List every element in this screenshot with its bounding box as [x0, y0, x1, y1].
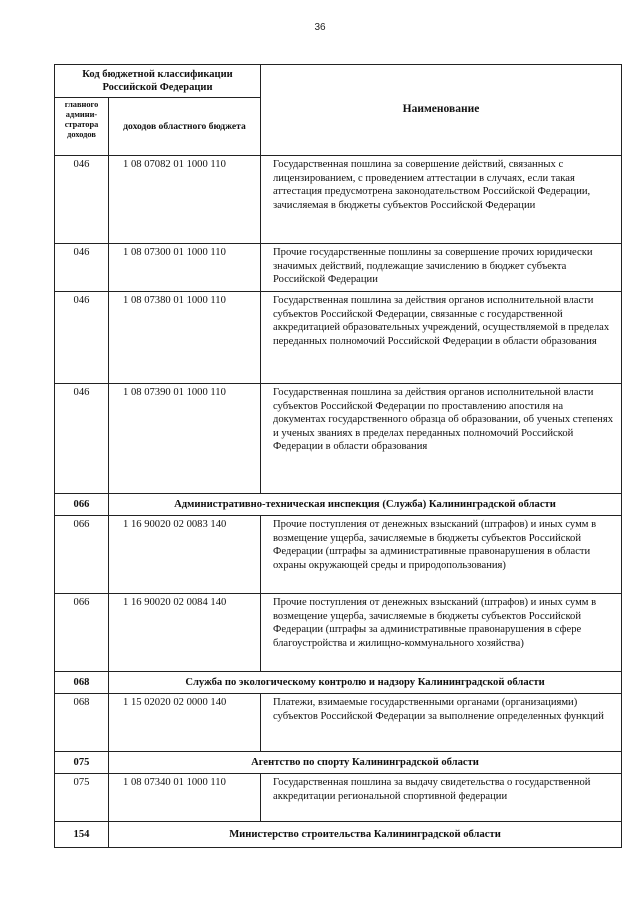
admin-code: 046 [55, 384, 109, 494]
group-row [55, 672, 622, 694]
table-row [55, 694, 622, 752]
group-code: 066 [55, 494, 109, 516]
name-column-header: Наименование [261, 65, 622, 156]
admin-code: 066 [55, 594, 109, 672]
group-row [55, 494, 622, 516]
income-code: 1 08 07390 01 1000 110 [109, 384, 261, 494]
income-name: Государственная пошлина за совершение действий, связанных с лицензированием, с проведением аттестации в случаях, если такая аттестация предусмотрена законодательством Российской Федерации, зачисляемая в бюджеты субъектов Российской Федерации [261, 156, 622, 244]
income-code: 1 16 90020 02 0084 140 [109, 594, 261, 672]
income-name: Государственная пошлина за действия органов исполнительной власти субъектов Российской Федерации, связанные с государственной аккредитацией образовательных учреждений, осуществляемой в пределах переданных полномочий Российской Федерации в области образования [261, 292, 622, 384]
group-code: 075 [55, 752, 109, 774]
group-title: Служба по экологическому контролю и надзору Калининградской области [109, 672, 622, 694]
income-name: Прочие поступления от денежных взысканий (штрафов) и иных сумм в возмещение ущерба, зачисляемые в бюджеты субъектов Российской Федерации (штрафы за административные правонарушения в области охраны окружающей среды и природопользования) [261, 516, 622, 594]
admin-code: 066 [55, 516, 109, 594]
income-code: 1 08 07082 01 1000 110 [109, 156, 261, 244]
table-row [55, 156, 622, 244]
group-row [55, 752, 622, 774]
income-code: 1 16 90020 02 0083 140 [109, 516, 261, 594]
admin-code: 046 [55, 156, 109, 244]
group-title: Агентство по спорту Калининградской области [109, 752, 622, 774]
income-code: 1 08 07340 01 1000 110 [109, 774, 261, 822]
admin-code: 068 [55, 694, 109, 752]
income-code: 1 08 07380 01 1000 110 [109, 292, 261, 384]
group-row [55, 822, 622, 848]
admin-column-header: главного админи-стратора доходов [55, 98, 109, 156]
page-number: 36 [314, 22, 326, 33]
income-name: Государственная пошлина за выдачу свидетельства о государственной аккредитации региональной спортивной федерации [261, 774, 622, 822]
table-row [55, 292, 622, 384]
income-column-header: доходов областного бюджета [109, 98, 261, 156]
income-code: 1 08 07300 01 1000 110 [109, 244, 261, 292]
group-title: Административно-техническая инспекция (Служба) Калининградской области [109, 494, 622, 516]
group-title: Министерство строительства Калининградской области [109, 822, 622, 848]
admin-code: 046 [55, 244, 109, 292]
admin-code: 046 [55, 292, 109, 384]
income-name: Государственная пошлина за действия органов исполнительной власти субъектов Российской Федерации по проставлению апостиля на документах государственного образца об образовании, об ученых степенях и ученых званиях в пределах переданных полномочий Российской Федерации в области образования [261, 384, 622, 494]
income-name: Платежи, взимаемые государственными органами (организациями) субъектов Российской Федерации за выполнение определенных функций [261, 694, 622, 752]
budget-classification-table [54, 64, 622, 848]
income-name: Прочие государственные пошлины за совершение прочих юридически значимых действий, подлежащие зачислению в бюджет субъекта Российской Федерации [261, 244, 622, 292]
income-code: 1 15 02020 02 0000 140 [109, 694, 261, 752]
table-row [55, 516, 622, 594]
group-code: 154 [55, 822, 109, 848]
table-row [55, 594, 622, 672]
kbk-group-header: Код бюджетной классификации Российской Федерации [55, 65, 261, 98]
table-row [55, 244, 622, 292]
admin-code: 075 [55, 774, 109, 822]
group-code: 068 [55, 672, 109, 694]
table-row [55, 384, 622, 494]
income-name: Прочие поступления от денежных взысканий (штрафов) и иных сумм в возмещение ущерба, зачисляемые в бюджеты субъектов Российской Федерации (штрафы за административные правонарушения в сфере благоустройства и жилищно-коммунального хозяйства) [261, 594, 622, 672]
table-row [55, 774, 622, 822]
table-body [55, 156, 622, 848]
